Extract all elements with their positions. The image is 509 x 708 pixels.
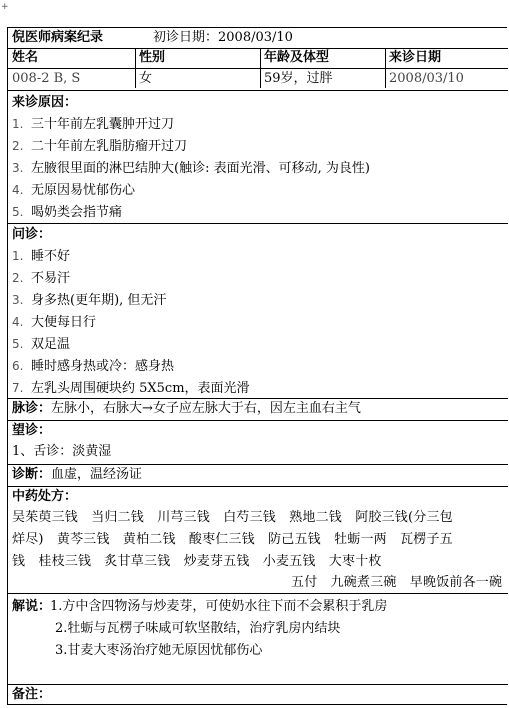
- column-header-name: 姓名: [12, 50, 39, 65]
- prescription-heading: 中药处方：: [12, 489, 78, 504]
- diagnosis-text: 血虚，温经汤证: [51, 467, 143, 482]
- list-item: 5. 喝奶类会指节痛: [12, 205, 123, 220]
- patient-visit-date: 2008/03/10: [389, 71, 464, 86]
- observation-heading: 望诊：: [12, 423, 52, 438]
- column-divider: [385, 48, 386, 88]
- pulse-diagnosis: [12, 399, 361, 419]
- column-header-sex: 性别: [139, 50, 166, 65]
- list-item: 2. 不易汗: [12, 271, 71, 286]
- inquiry-list: [12, 245, 250, 399]
- divider: [8, 90, 508, 91]
- diagnosis: [12, 465, 142, 485]
- prescription-dosage: 五付 九碗煮三碗 早晚饭前各一碗: [291, 575, 503, 590]
- list-item: 5. 双足温: [12, 337, 71, 352]
- reasons-list: [12, 113, 370, 223]
- list-item: 6. 睡时感身热或冷：感身热: [12, 359, 175, 374]
- explanation-item: 1.方中含四物汤与炒麦芽，可使奶水往下而不会累积于乳房: [50, 599, 388, 614]
- list-item: 1. 三十年前左乳囊肿开过刀: [12, 117, 175, 132]
- list-item: 3. 左腋很里面的淋巴结肿大(触诊: 表面光滑、可移动, 为良性): [12, 161, 370, 176]
- list-item: 3. 身多热(更年期), 但无汗: [12, 293, 167, 308]
- pulse-text: 左脉小，右脉大→女子应左脉大于右，因左主血右主气: [51, 401, 361, 416]
- column-divider: [260, 48, 261, 88]
- corner-mark: +: [1, 2, 9, 12]
- divider: [8, 420, 508, 421]
- patient-name: 008-2 B, S: [12, 71, 81, 86]
- patient-sex: 女: [139, 71, 153, 86]
- explanation-item: 2.牡蛎与瓦楞子味咸可软坚散结，治疗乳房内结块: [55, 621, 341, 636]
- prescription-line: 烊尽) 黄芩三钱 黄柏二钱 酸枣仁三钱 防己五钱 牡蛎一两 瓦楞子五: [12, 532, 453, 547]
- explanation-label: 解说：: [12, 599, 52, 614]
- prescription-line: 吴茱萸三钱 当归二钱 川芎三钱 白芍三钱 熟地二钱 阿胶三钱(分三包: [12, 510, 453, 525]
- list-item: 7. 左乳头周围硬块约 5X5cm，表面光滑: [12, 381, 250, 396]
- inquiry-heading: 问诊：: [12, 227, 52, 242]
- divider: [8, 684, 508, 685]
- tongue-diagnosis: 1、舌诊：淡黄湿: [12, 444, 112, 459]
- explanation-item: 3.甘麦大枣汤治疗她无原因忧郁伤心: [55, 643, 263, 658]
- diagnosis-label: 诊断：: [12, 467, 52, 482]
- remarks-label: 备注：: [12, 687, 52, 702]
- divider: [8, 223, 508, 224]
- list-item: 1. 睡不好: [12, 249, 71, 264]
- case-record-table: [7, 27, 507, 705]
- column-header-age: 年龄及体型: [264, 50, 330, 65]
- record-title: 倪医师病案纪录: [12, 30, 104, 45]
- column-divider: [135, 48, 136, 88]
- list-item: 2. 二十年前左乳脂肪瘤开过刀: [12, 139, 188, 154]
- list-item: 4. 大便每日行: [12, 315, 97, 330]
- divider: [8, 486, 508, 487]
- first-visit-date: 初诊日期：2008/03/10: [153, 30, 293, 45]
- column-header-visit-date: 来诊日期: [389, 50, 442, 65]
- pulse-label: 脉诊：: [12, 401, 52, 416]
- reasons-heading: 来诊原因：: [12, 95, 78, 110]
- prescription-line: 钱 桂枝三钱 炙甘草三钱 炒麦芽五钱 小麦五钱 大枣十枚: [12, 554, 382, 569]
- patient-age-build: 59岁，过胖: [264, 71, 333, 86]
- list-item: 4. 无原因易忧郁伤心: [12, 183, 136, 198]
